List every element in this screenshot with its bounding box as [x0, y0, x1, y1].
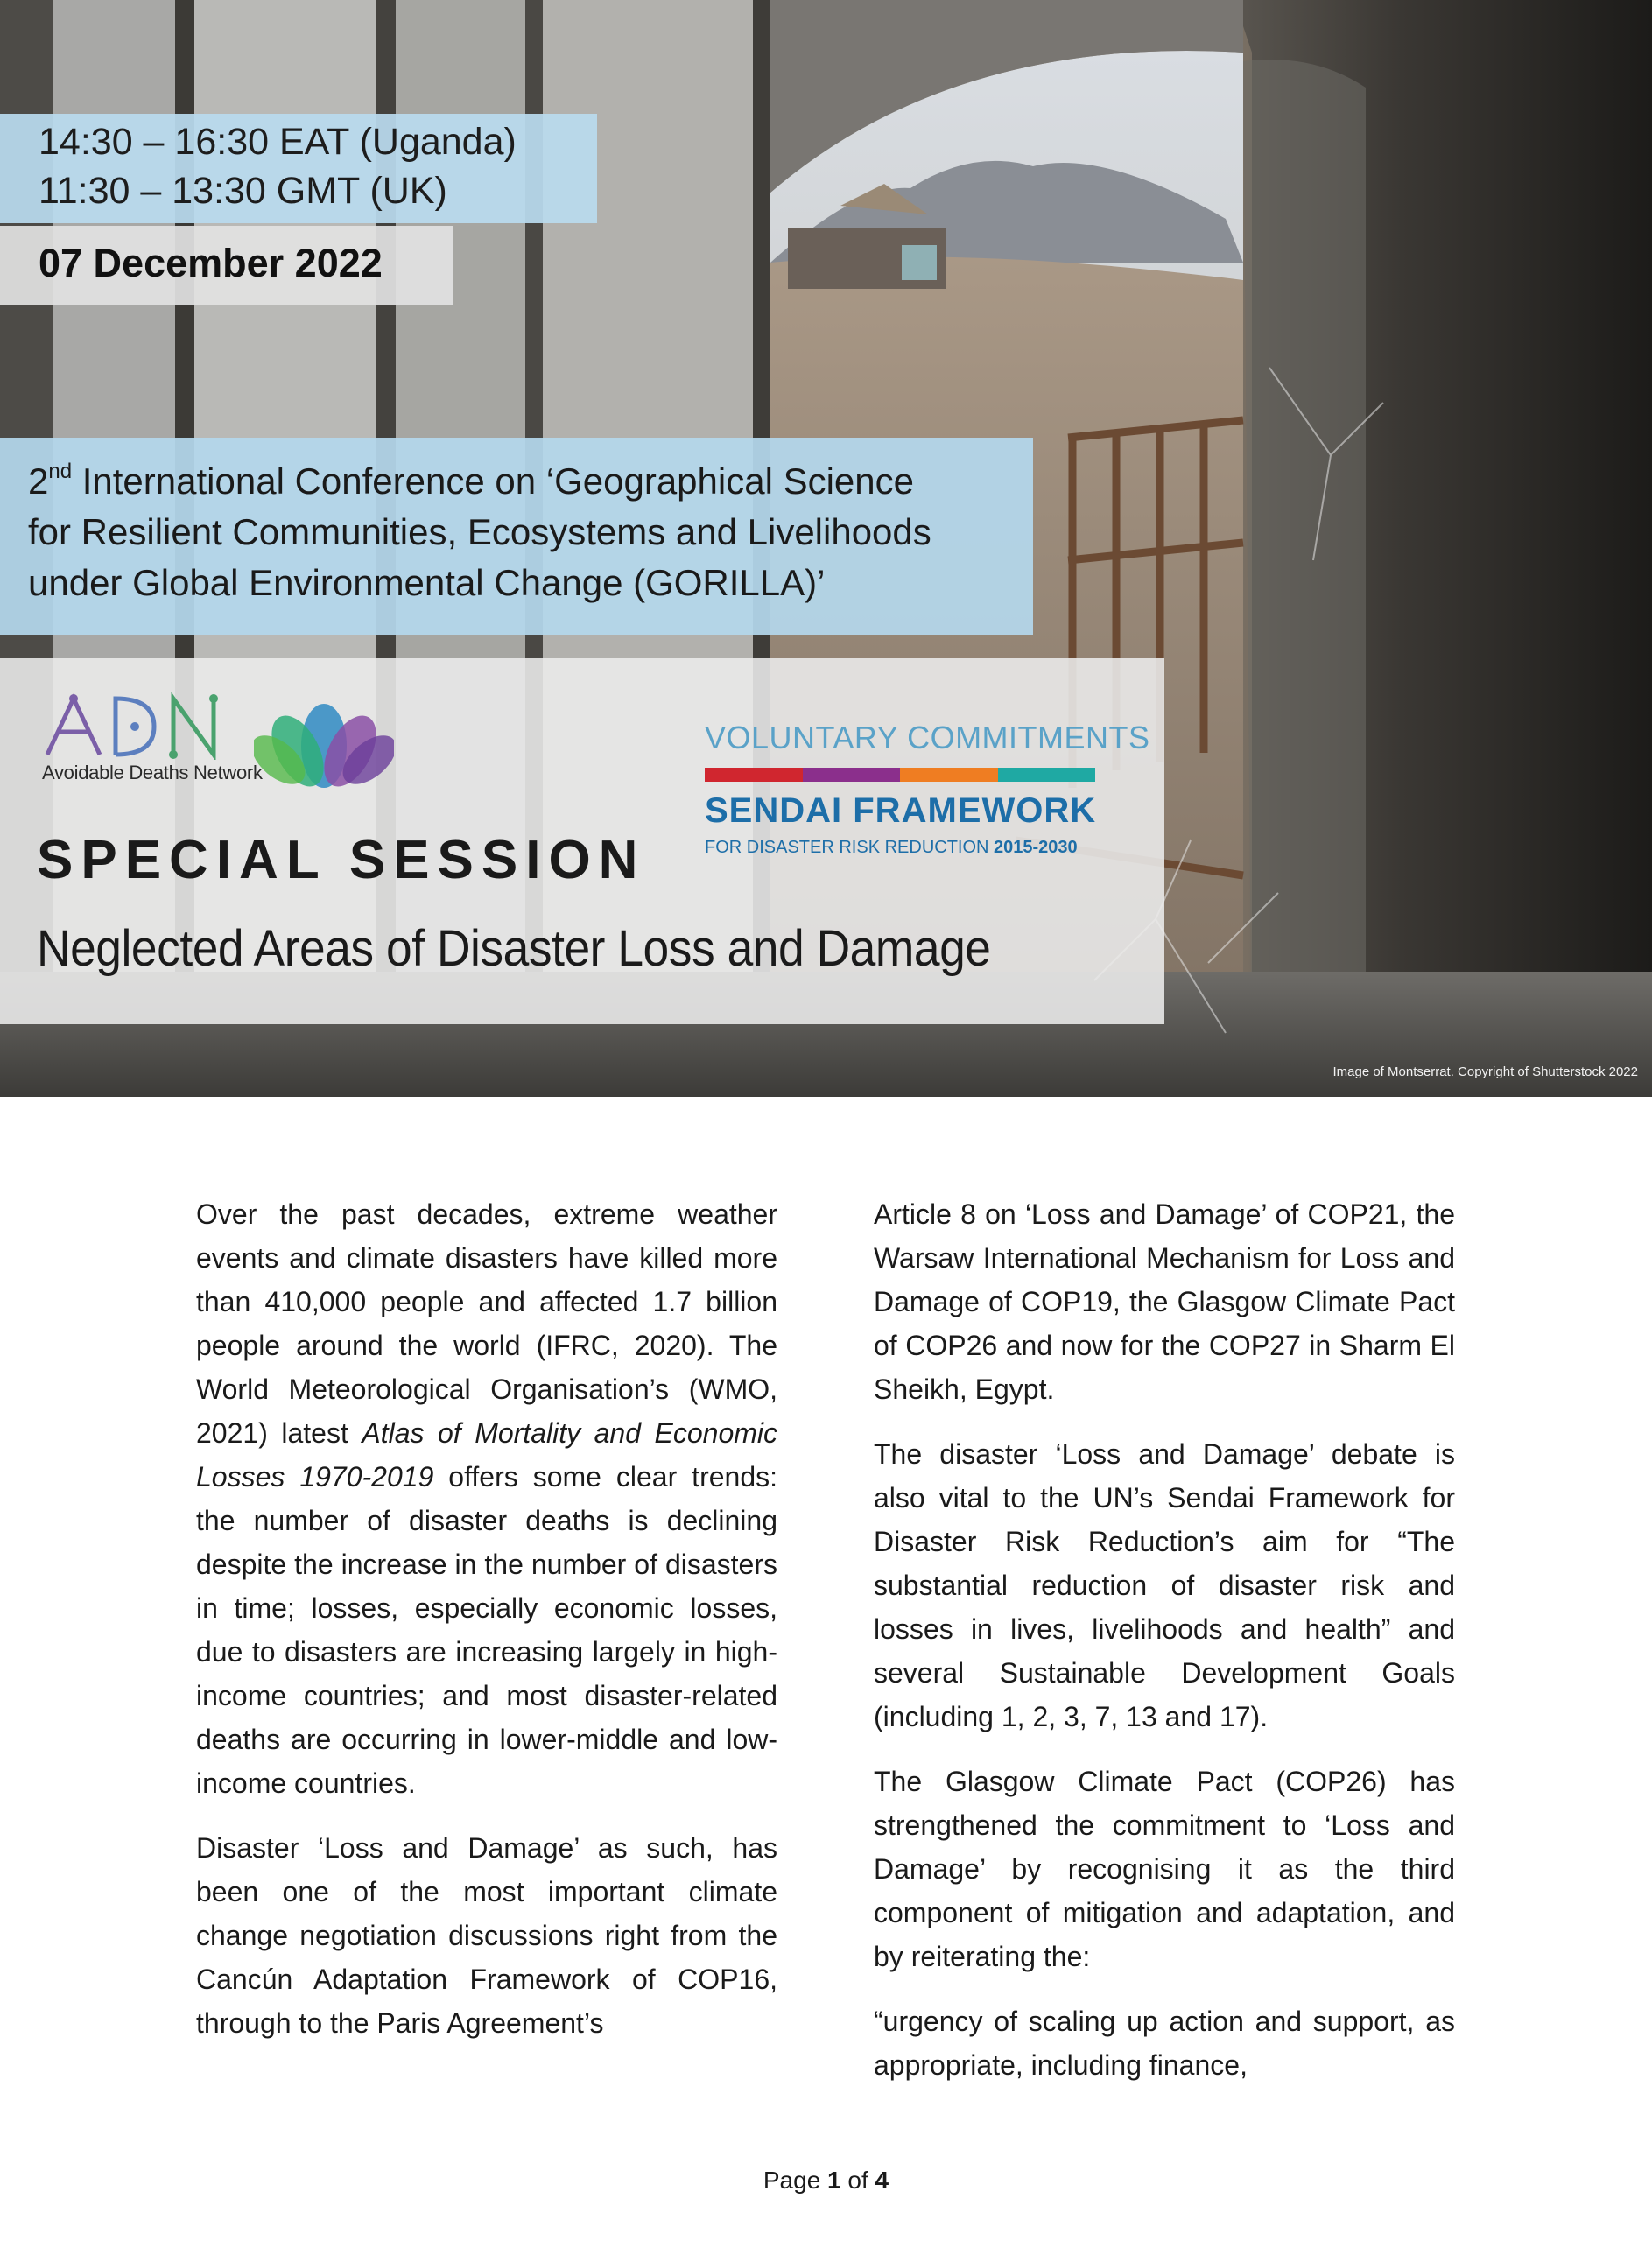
adn-caption: Avoidable Deaths Network — [42, 762, 263, 783]
page-footer — [0, 2167, 1652, 2195]
conference-ordinal-suffix: nd — [48, 460, 73, 483]
conference-line-1 — [28, 460, 914, 502]
page-total: 4 — [875, 2167, 889, 2194]
left-paragraph-1 — [196, 1192, 777, 1805]
right-paragraph-1: Article 8 on ‘Loss and Damage’ of COP21, the Warsaw International Mechanism for Loss and Damage of COP19, the Glasgow Climate Pact of COP26 and now for the COP27 in Sharm El Sheikh, Egypt. — [874, 1198, 1455, 1405]
voluntary-commitments: VOLUNTARY COMMITMENTS — [705, 720, 1150, 755]
conference-line-1-text: International Conference on ‘Geographical Science — [72, 460, 915, 502]
sendai-color-bar — [705, 768, 1095, 782]
session-title: Neglected Areas of Disaster Loss and Damage — [37, 920, 991, 977]
adn-logo — [42, 692, 248, 760]
event-date: 07 December 2022 — [39, 241, 383, 285]
time-gmt: 11:30 – 13:30 GMT (UK) — [39, 170, 447, 212]
session-label: SPECIAL SESSION — [37, 830, 646, 890]
bar-orange — [900, 768, 998, 782]
conference-line-3: under Global Environmental Change (GORILLA)’ — [28, 562, 826, 603]
right-paragraph-3: The Glasgow Climate Pact (COP26) has strengthened the commitment to ‘Loss and Damage’ by recognising it as the third component of mitigation and adaptation, and by reiterating the: — [874, 1766, 1455, 1972]
time-box — [0, 114, 597, 223]
time-eat: 14:30 – 16:30 EAT (Uganda) — [39, 121, 517, 163]
lotus-logo — [254, 685, 394, 790]
date-box — [0, 226, 453, 305]
conference-box — [0, 438, 1033, 635]
bar-teal — [998, 768, 1096, 782]
bar-red — [705, 768, 803, 782]
hero-banner — [0, 0, 1652, 1097]
of-word: of — [840, 2167, 875, 2194]
left-p1-text: Over the past decades, extreme weather events and climate disasters have killed more than 410,000 people and affected 1.7 billion people around the world (IFRC, 2020). The World Meteorological Organisation’s (WMO, 2021) latest — [196, 1198, 777, 1449]
sendai-years: 2015-2030 — [994, 838, 1078, 857]
atlas-title: Atlas of Mortality and Economic Losses 1970-2019 — [196, 1417, 777, 1493]
page-current: 1 — [827, 2167, 841, 2194]
left-column — [196, 1192, 777, 2066]
sendai-title: SENDAI FRAMEWORK — [705, 791, 1097, 830]
image-credit: Image of Montserrat. Copyright of Shutterstock 2022 — [1332, 1064, 1638, 1079]
page-word: Page — [763, 2167, 828, 2194]
session-box — [0, 658, 1164, 1024]
sendai-sub-text: FOR DISASTER RISK REDUCTION — [705, 838, 995, 857]
right-paragraph-4: “urgency of scaling up action and support, as appropriate, including finance, — [874, 2006, 1455, 2081]
conference-line-2: for Resilient Communities, Ecosystems and Livelihoods — [28, 511, 931, 552]
conference-ordinal: 2 — [28, 460, 49, 502]
right-column — [874, 1192, 1455, 2108]
bar-purple — [803, 768, 901, 782]
sendai-subtitle — [705, 838, 1078, 858]
left-paragraph-2: Disaster ‘Loss and Damage’ as such, has been one of the most important climate change negotiation discussions right from the Cancún Adaptation Framework of COP16, through to the Paris Agreement’s — [196, 1832, 777, 2039]
left-p1-end: offers some clear trends: the number of disaster deaths is declining despite the increase in the number of disasters in time; losses, especially economic losses, due to disasters are increasing largely in high-income countries; and most disaster-related deaths are occurring in lower-middle and low-income countries. — [196, 1461, 777, 1799]
right-paragraph-2: The disaster ‘Loss and Damage’ debate is also vital to the UN’s Sendai Framework for Disaster Risk Reduction’s aim for “The substantial reduction of disaster risk and losses in lives, livelihoods and health” and several Sustainable Development Goals (including 1, 2, 3, 7, 13 and 17). — [874, 1438, 1455, 1732]
